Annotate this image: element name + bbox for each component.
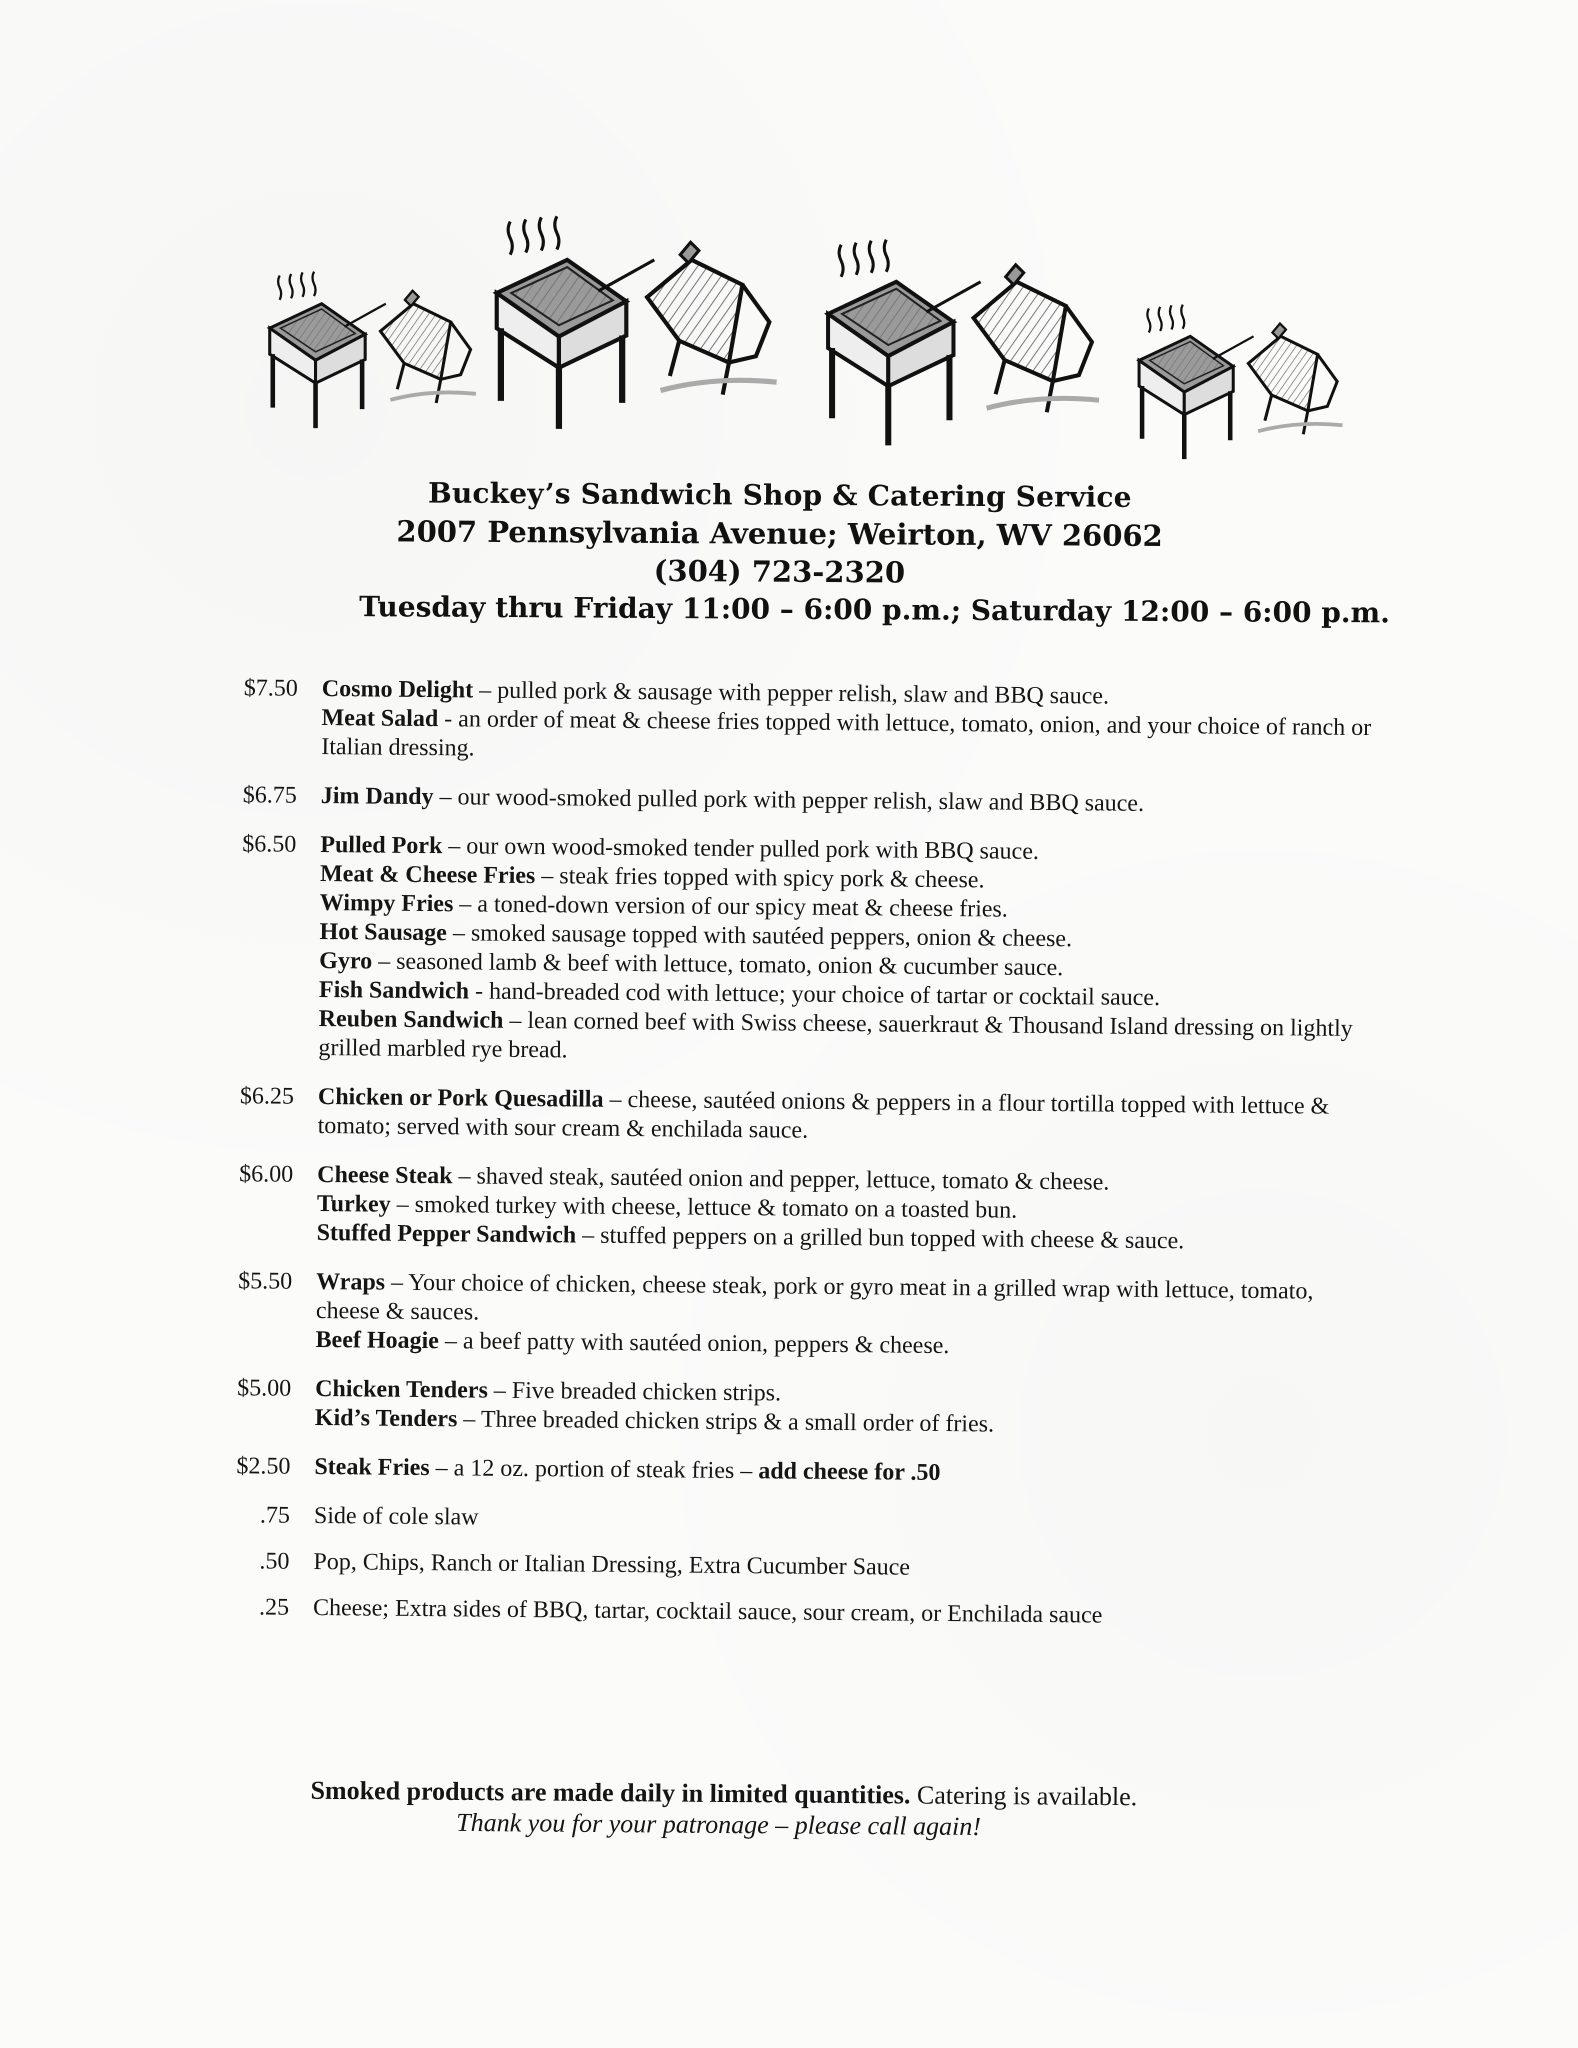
menu-item-name: Jim Dandy bbox=[320, 783, 434, 811]
menu-item-description: Cheese; Extra sides of BBQ, tartar, cocktail sauce, sour cream, or Enchilada sauce bbox=[312, 1594, 1103, 1629]
menu-item-description: – smoked sausage topped with sautéed peppers, onion & cheese. bbox=[446, 920, 1073, 953]
menu-item-description: - hand-breaded cod with lettuce; your choice of tartar or cocktail sauce. bbox=[468, 978, 1161, 1012]
price-group bbox=[209, 1374, 1370, 1443]
menu-item-description: – lean corned beef with Swiss cheese, sauerkraut & Thousand Island dressing on lightly grilled marbled rye bread. bbox=[318, 1007, 1353, 1064]
price-group-items bbox=[315, 1268, 1370, 1365]
price-group-items bbox=[313, 1594, 1367, 1633]
price: $5.00 bbox=[237, 1375, 292, 1402]
menu-item-name: Cheese Steak bbox=[317, 1161, 453, 1190]
smoked-notice: Smoked products are made daily in limited quantities. bbox=[310, 1775, 911, 1810]
shop-address: 2007 Pennsylvania Avenue; Weirton, WV 26062 bbox=[396, 514, 1163, 554]
price-group-items bbox=[316, 1161, 1371, 1258]
grill-icon bbox=[476, 202, 787, 438]
menu-item-description: – smoked turkey with cheese, lettuce & tomato on a toasted bun. bbox=[390, 1191, 1018, 1224]
grill-icon bbox=[808, 226, 1109, 454]
menu-item-description: – a beef patty with sautéed onion, peppers & cheese. bbox=[438, 1328, 950, 1360]
price-group-items bbox=[314, 1453, 1368, 1492]
price-group-items bbox=[318, 831, 1374, 1073]
shop-name: Buckey’s Sandwich Shop & Catering Service bbox=[427, 476, 1132, 514]
menu-item-name: Meat Salad bbox=[321, 705, 439, 733]
menu-item-description: Side of cole slaw bbox=[313, 1502, 479, 1531]
shop-header bbox=[339, 474, 1391, 632]
menu-item-description: – shaved steak, sautéed onion and pepper, lettuce, tomato & cheese. bbox=[452, 1163, 1110, 1196]
menu-item-description: – Your choice of chicken, cheese steak, pork or gyro meat in a grilled wrap with lettuce, tomato, cheese & sauces. bbox=[315, 1269, 1314, 1326]
price-group bbox=[215, 781, 1375, 821]
price: $5.50 bbox=[238, 1268, 293, 1295]
menu-item bbox=[321, 704, 1376, 772]
thank-you-note: Thank you for your patronage – please call again! bbox=[456, 1807, 982, 1842]
menu-item bbox=[318, 1005, 1373, 1073]
menu-item-description: – cheese, sautéed onions & peppers in a flour tortilla topped with lettuce & tomato; served with sour cream & enchilada sauce. bbox=[317, 1086, 1330, 1144]
price-group bbox=[212, 830, 1374, 1073]
price: $6.25 bbox=[239, 1083, 295, 1110]
grill-icon bbox=[250, 264, 488, 432]
menu-item-name: Pulled Pork bbox=[320, 832, 443, 860]
shop-hours: Tuesday thru Friday 11:00 – 6:00 p.m.; Saturday 12:00 – 6:00 p.m. bbox=[359, 590, 1391, 630]
price: .50 bbox=[259, 1548, 290, 1575]
price-group bbox=[207, 1593, 1367, 1633]
menu-item bbox=[313, 1594, 1367, 1633]
price: $2.50 bbox=[236, 1453, 291, 1480]
menu-item-name: Chicken or Pork Quesadilla bbox=[317, 1083, 604, 1113]
price-group bbox=[215, 674, 1376, 772]
menu-item-name: Reuben Sandwich bbox=[318, 1006, 504, 1034]
menu-item-description: – steak fries topped with spicy pork & cheese. bbox=[535, 863, 985, 894]
menu-item-name: Meat & Cheese Fries bbox=[319, 861, 536, 890]
menu-item-name: Chicken Tenders bbox=[315, 1375, 488, 1404]
menu-item bbox=[321, 782, 1375, 821]
menu-item-name: Turkey bbox=[316, 1190, 391, 1218]
price-group-items bbox=[314, 1502, 1368, 1541]
price: $7.50 bbox=[243, 675, 298, 702]
price: $6.00 bbox=[239, 1161, 294, 1188]
menu-item-name: Fish Sandwich bbox=[318, 977, 470, 1005]
price-group bbox=[210, 1160, 1371, 1258]
menu-item bbox=[314, 1502, 1368, 1541]
menu-list bbox=[207, 674, 1376, 1650]
menu-item bbox=[313, 1548, 1367, 1587]
price-group-items bbox=[313, 1548, 1367, 1587]
price-group-items bbox=[321, 782, 1375, 821]
menu-item bbox=[318, 1083, 1373, 1151]
menu-item-name: Stuffed Pepper Sandwich bbox=[316, 1219, 577, 1249]
menu-item-description: - an order of meat & cheese fries topped with lettuce, tomato, onion, and your choice of ranch or Italian dressing. bbox=[321, 706, 1372, 762]
price-group-items bbox=[318, 1083, 1373, 1151]
menu-item-description: – a 12 oz. portion of steak fries – bbox=[429, 1455, 759, 1485]
menu-item-addon: add cheese for .50 bbox=[758, 1458, 941, 1486]
menu-item-description: Pop, Chips, Ranch or Italian Dressing, Extra Cucumber Sauce bbox=[313, 1548, 911, 1581]
price: .75 bbox=[259, 1502, 291, 1529]
menu-item-name: Cosmo Delight bbox=[321, 676, 474, 704]
grill-illustration-row bbox=[238, 192, 1368, 467]
menu-item-description: – Three breaded chicken strips & a small order of fries. bbox=[457, 1406, 995, 1438]
menu-item-name: Wraps bbox=[316, 1268, 386, 1296]
menu-item-description: – our wood-smoked pulled pork with pepper relish, slaw and BBQ sauce. bbox=[433, 784, 1145, 817]
menu-item-name: Kid’s Tenders bbox=[314, 1404, 458, 1433]
menu-item-description: – stuffed peppers on a grilled bun topped with cheese & sauce. bbox=[576, 1222, 1185, 1255]
menu-item-description: – Five breaded chicken strips. bbox=[487, 1377, 782, 1407]
menu-item-name: Wimpy Fries bbox=[319, 890, 454, 918]
price: .25 bbox=[258, 1594, 290, 1621]
menu-item-description: – pulled pork & sausage with pepper relish, slaw and BBQ sauce. bbox=[473, 677, 1110, 710]
price-group bbox=[207, 1547, 1367, 1587]
menu-item-description: – seasoned lamb & beef with lettuce, tomato, onion & cucumber sauce. bbox=[372, 948, 1064, 982]
price-group-items bbox=[315, 1375, 1370, 1443]
menu-item-name: Beef Hoagie bbox=[315, 1326, 440, 1355]
price-group-items bbox=[321, 675, 1376, 772]
menu-item-name: Steak Fries bbox=[314, 1453, 430, 1482]
menu-item bbox=[316, 1268, 1371, 1336]
price-group bbox=[208, 1452, 1368, 1492]
price-group bbox=[212, 1082, 1373, 1151]
price-group bbox=[208, 1501, 1368, 1541]
menu-item-name: Gyro bbox=[319, 948, 373, 975]
grill-icon bbox=[1124, 296, 1350, 464]
price: $6.75 bbox=[242, 782, 297, 809]
menu-item bbox=[314, 1453, 1368, 1492]
menu-item-description: – our own wood-smoked tender pulled pork with BBQ sauce. bbox=[442, 833, 1040, 865]
menu-item-name: Hot Sausage bbox=[319, 919, 448, 947]
menu-footer bbox=[214, 1774, 1234, 1844]
shop-phone: (304) 723-2320 bbox=[653, 553, 906, 590]
price: $6.50 bbox=[242, 831, 297, 858]
price-group bbox=[209, 1267, 1370, 1365]
catering-note: Catering is available. bbox=[910, 1780, 1138, 1812]
menu-item-description: – a toned-down version of our spicy meat & cheese fries. bbox=[453, 891, 1008, 923]
